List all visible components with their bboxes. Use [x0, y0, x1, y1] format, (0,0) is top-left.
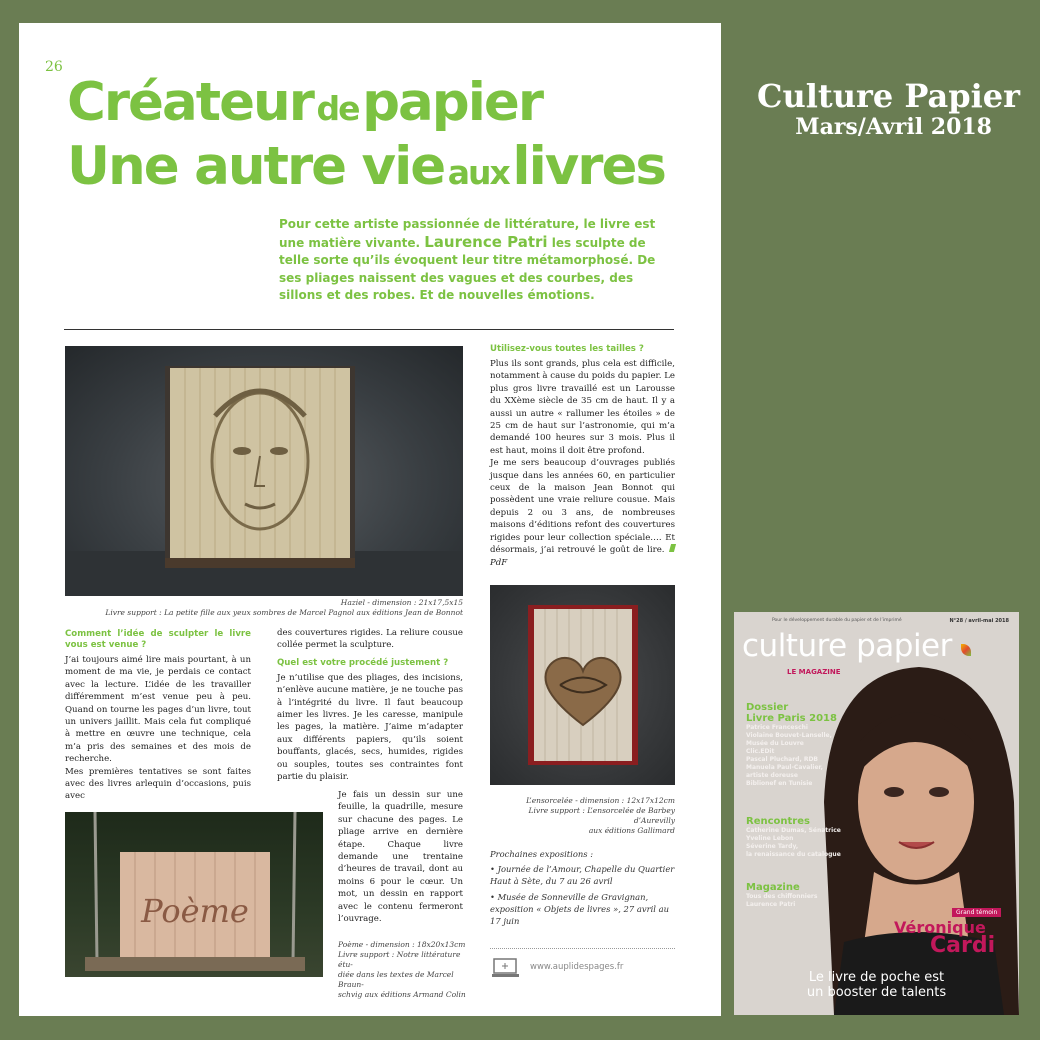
caption-line: Livre support : La petite fille aux yeux sombres de Marcel Pagnol aux éditions Jean de Bonnot — [105, 608, 463, 617]
book-sculpture-image — [65, 346, 463, 596]
website-link[interactable]: www.auplidespages.fr — [530, 962, 624, 972]
paragraph: J’ai toujours aimé lire mais pourtant, à un moment de ma vie, je perdais ce contact avec la lecture. L’idée de les travailler différemment m’est venue peu à peu. Quand on tourne les pages d’un livre, tout un univers jaillit. Mais cela fut compliqué à mettre en œuvre une technique, cela m’a pris des semaines et des mois de recherche. — [65, 655, 251, 765]
cover-list-item: artiste doreuse — [746, 772, 798, 779]
paragraph: Je fais un dessin sur une feuille, la quadrille, mesure sur chacune des pages. Le pliage arrive en dernière étape. Chaque livre demande une trentaine d’heures de travail, dont au moins 6 pour le cœur. Un mot, un dessin en rapport avec le contenu fermeront l’ouvrage. — [338, 790, 463, 925]
cover-headline-line: un booster de talents — [806, 985, 947, 1000]
article-page — [19, 23, 721, 1016]
poeme-word: Poème — [141, 892, 249, 930]
cover-headline — [734, 970, 1019, 1000]
cover-person-first: Véronique — [894, 918, 986, 937]
title-word: livres — [512, 136, 665, 197]
photo-ensorcelee-caption — [490, 796, 675, 836]
artist-name: Laurence Patri — [424, 232, 548, 251]
poeme-sculpture-image — [65, 812, 323, 977]
photo-poeme — [65, 812, 323, 977]
title-line-1 — [67, 72, 665, 143]
cover-list-item: Manuela Paul-Cavalier, — [746, 764, 823, 771]
caption-line: schvig aux éditions Armand Colin — [338, 990, 466, 999]
question-heading: Comment l’idée de sculpter le livre vous est venue ? — [65, 629, 251, 650]
paragraph-text: Je me sers beaucoup d’ouvrages publiés jusque dans les années 60, en particulier ceux de la maison Jean Bonnot qui possèdent une vraie reliure cousue. Mais depuis 2 ou 3 ans, de nombreuses maisons d’éditions refont des couvertures rigides pour leur collection spéciale…. Et désormais, j’ai retrouvé le goût de lire. — [490, 458, 675, 556]
column-2-continued — [338, 789, 463, 925]
cover-list-item: la renaissance du catalogue — [746, 851, 841, 858]
article-title — [67, 72, 665, 207]
title-word: Une autre vie — [67, 136, 445, 197]
question-heading: Quel est votre procédé justement ? — [277, 657, 449, 668]
magazine-date: Mars/Avril 2018 — [795, 114, 992, 140]
cover-tagline: Pour le développement durable du papier et de l’imprimé — [772, 618, 902, 623]
cover-issue: N°28 / avril-mai 2018 — [949, 618, 1009, 624]
cover-dossier — [746, 702, 866, 788]
cover-logo-text: culture papier — [742, 628, 952, 664]
title-word: de — [316, 89, 359, 128]
paragraph: Mes premières tentatives se sont faites avec des livres arlequin d’occasions, puis avec — [65, 766, 251, 802]
column-2 — [277, 627, 463, 783]
caption-line: L’ensorcelée - dimension : 12x17x12cm — [526, 796, 675, 805]
cover-section-heading: Dossier — [746, 702, 789, 713]
cover-list-item: Pascal Pluchard, RDB — [746, 756, 819, 763]
cover-section-heading: Rencontres — [746, 816, 810, 827]
paragraph — [490, 457, 675, 569]
expositions-heading: Prochaines expositions : — [490, 849, 594, 859]
cover-logo — [742, 628, 971, 664]
paragraph: Je n’utilise que des pliages, des incisions, n’enlève aucune matière, je ne touche pas à l’intégrité du livre. Il faut beaucoup aimer les livres. Je les caresse, manipule les pages, la matière. J’aime m’adapter aux différents papiers, qu’ils soient bouffants, glacés, secs, humides, rigides ou souples, toutes ses contraintes font partie du plaisir. — [277, 672, 463, 783]
cover-list-item: Musée du Louvre — [746, 740, 804, 747]
page-number: 26 — [45, 59, 63, 75]
cover-rencontres-list — [746, 827, 866, 859]
caption-line: aux éditions Gallimard — [588, 826, 675, 835]
caption-line: Haziel - dimension : 21x17,5x15 — [340, 598, 463, 607]
signature: PdF — [490, 557, 508, 568]
magazine-cover — [734, 612, 1019, 1015]
paragraph: Plus ils sont grands, plus cela est difficile, notamment à cause du poids du papier. Le plus gros livre travaillé est un Larousse du XXème siècle de 35 cm de haut. Il y a aussi un autre « rallumer les étoiles » de 25 cm de haut sur l’astronomie, qui m’a demandé 100 heures sur 3 mois. Plus il est haut, moins il doit être profond. — [490, 359, 675, 456]
exposition-item: • Musée de Sonneville de Gravignan, exposition « Objets de livres », 27 avril au 17 juin — [490, 892, 669, 926]
heart-sculpture-image — [490, 585, 675, 785]
cover-dossier-list — [746, 724, 866, 788]
logo-leaf-icon — [961, 644, 971, 656]
photo-haziel-caption — [65, 598, 463, 618]
computer-icon — [492, 958, 520, 978]
cover-magazine-list — [746, 893, 866, 909]
footer-divider — [490, 948, 675, 949]
cover-rencontres — [746, 816, 866, 859]
cover-headline-line: Le livre de poche est — [808, 970, 945, 985]
magazine-title: Culture Papier — [757, 77, 1020, 115]
website-row — [492, 958, 677, 978]
expositions — [490, 848, 675, 927]
title-word: aux — [447, 153, 509, 192]
paragraph: des couvertures rigides. La reliure cousue collée permet la sculpture. — [277, 628, 463, 651]
photo-haziel — [65, 346, 463, 596]
cover-person-last: Cardi — [930, 933, 996, 958]
column-1 — [65, 629, 251, 803]
column-3 — [490, 344, 675, 569]
cover-list-item: Laurence Patri — [746, 901, 796, 908]
cover-badge: Grand témoin — [952, 908, 1001, 917]
exposition-item: • Journée de l’Amour, Chapelle du Quartier Haut à Sète, du 7 au 26 avril — [490, 864, 675, 886]
divider — [64, 329, 674, 330]
cover-list-item: Séverine Tardy, — [746, 843, 799, 850]
signature-mark — [669, 544, 676, 552]
cover-list-item: Catherine Dumas, Sénatrice — [746, 827, 841, 834]
magazine-header — [720, 78, 1020, 140]
title-word: Créateur — [67, 72, 313, 133]
caption-line: Livre support : Notre littérature étu- — [338, 950, 461, 969]
cover-list-item: Clic.EDit — [746, 748, 775, 755]
cover-list-item: Yveline Lebon — [746, 835, 794, 842]
intro-text: Pour cette artiste passionnée de littérature, le livre est une matière vivante. — [279, 217, 656, 250]
cover-list-item: Tous des chiffonniers — [746, 893, 818, 900]
cover-section-subheading: Livre Paris 2018 — [746, 713, 837, 724]
cover-subtitle: LE MAGAZINE — [787, 668, 841, 676]
caption-line: diée dans les textes de Marcel Braun- — [338, 970, 454, 989]
cover-section-heading: Magazine — [746, 882, 800, 893]
caption-line: Poème - dimension : 18x20x13cm — [338, 940, 466, 949]
article-intro — [279, 216, 663, 305]
intro-text: les sculpte de telle sorte qu’ils évoquent leur titre métamorphosé. De ses pliages naissent des vagues et des courbes, des sillons et des robes. Et de nouvelles émotions. — [279, 235, 656, 302]
cover-list-item: Patrice Franceschi — [746, 724, 808, 731]
photo-poeme-caption — [338, 940, 468, 1000]
title-word: papier — [362, 72, 542, 133]
title-line-2 — [67, 136, 665, 207]
question-heading: Utilisez-vous toutes les tailles ? — [490, 344, 644, 354]
photo-ensorcelee — [490, 585, 675, 785]
cover-magazine — [746, 882, 866, 909]
caption-line: Livre support : L’ensorcelée de Barbey d’Aurevilly — [528, 806, 675, 825]
cover-list-item: Biblionef en Tunisie — [746, 780, 813, 787]
cover-list-item: Violaine Bouvet-Lanselle, — [746, 732, 832, 739]
